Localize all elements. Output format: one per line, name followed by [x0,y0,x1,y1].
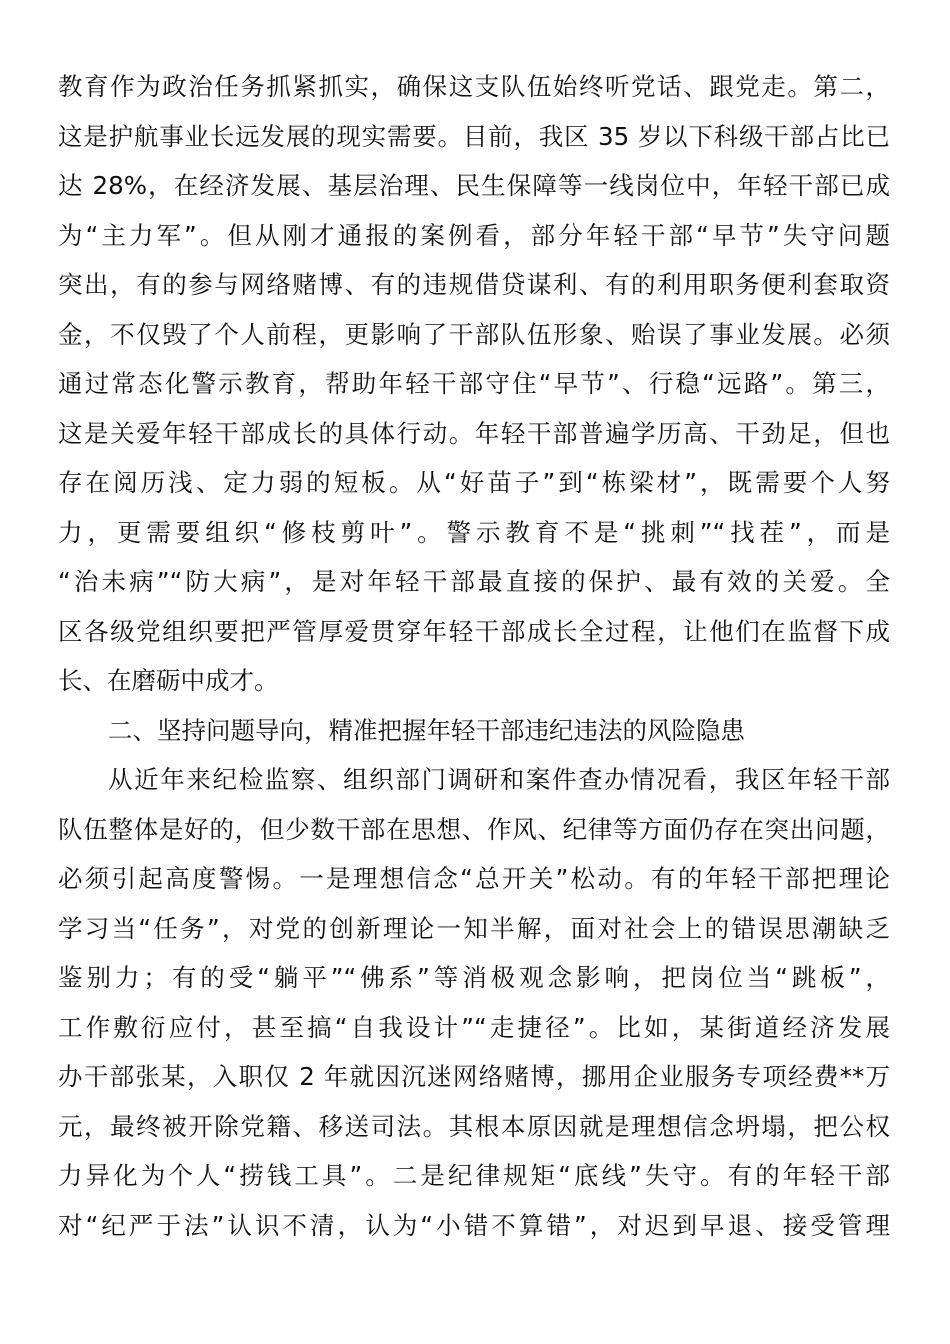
body-text-line: 这是护航事业长远发展的现实需要。目前，我区 35 岁以下科级干部占比已 [58,122,890,151]
body-text-line: 这是关爱年轻干部成长的具体行动。年轻干部普遍学历高、干劲足，但也 [58,419,890,448]
body-text-line: 学习当“任务”，对党的创新理论一知半解，面对社会上的错误思潮缺乏 [58,914,890,943]
body-text-line: 达 28%，在经济发展、基层治理、民生保障等一线岗位中，年轻干部已成 [58,171,890,200]
body-text-line: 金，不仅毁了个人前程，更影响了干部队伍形象、贻误了事业发展。必须 [58,320,890,349]
body-text-line: 突出，有的参与网络赌博、有的违规借贷谋利、有的利用职务便利套取资 [58,270,890,299]
body-text-line: 工作敷衍应付，甚至搞“自我设计”“走捷径”。比如，某街道经济发展 [58,1013,890,1042]
body-text-line: 队伍整体是好的，但少数干部在思想、作风、纪律等方面仍存在突出问题， [58,815,890,844]
body-text-line: 对“纪严于法”认识不清，认为“小错不算错”，对迟到早退、接受管理 [58,1211,890,1240]
section-heading: 二、坚持问题导向，精准把握年轻干部违纪违法的风险隐患 [108,716,745,745]
body-text-line: 教育作为政治任务抓紧抓实，确保这支队伍始终听党话、跟党走。第二， [58,72,890,101]
body-text-line: 区各级党组织要把严管厚爱贯穿年轻干部成长全过程，让他们在监督下成 [58,617,890,646]
body-text-line: 鉴别力；有的受“躺平”“佛系”等消极观念影响，把岗位当“跳板”， [58,963,890,992]
body-text-line: 办干部张某，入职仅 2 年就因沉迷网络赌博，挪用企业服务专项经费**万 [58,1062,890,1091]
paragraph-first-line: 从近年来纪检监察、组织部门调研和案件查办情况看，我区年轻干部 [108,765,890,794]
body-text-line: 力异化为个人“捞钱工具”。二是纪律规矩“底线”失守。有的年轻干部 [58,1161,890,1190]
body-text-line: “治未病”“防大病”，是对年轻干部最直接的保护、最有效的关爱。全 [58,567,890,596]
body-text-line: 通过常态化警示教育，帮助年轻干部守住“早节”、行稳“远路”。第三， [58,369,890,398]
body-text-line: 力，更需要组织“修枝剪叶”。警示教育不是“挑刺”“找茬”，而是 [58,518,890,547]
body-text-line: 必须引起高度警惕。一是理想信念“总开关”松动。有的年轻干部把理论 [58,864,890,893]
paragraph-end-line: 长、在磨砺中成才。 [58,666,279,695]
body-text-line: 存在阅历浅、定力弱的短板。从“好苗子”到“栋梁材”，既需要个人努 [58,468,890,497]
body-text-line: 元，最终被开除党籍、移送司法。其根本原因就是理想信念坍塌，把公权 [58,1112,890,1141]
body-text-line: 为“主力军”。但从刚才通报的案例看，部分年轻干部“早节”失守问题 [58,221,890,250]
